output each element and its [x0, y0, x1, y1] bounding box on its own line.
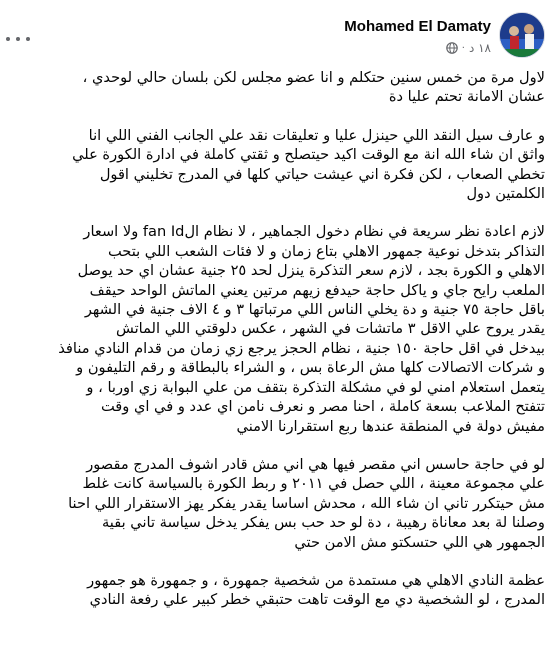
post-paragraph: عظمة النادي الاهلي هي مستمدة من شخصية جمهورة ، و جمهورة هو جمهور المدرج ، لو الشخصية دي مع الوقت تاهت حتبقي خطر كبير علي رفعة النادي — [87, 571, 545, 609]
more-dot — [26, 37, 30, 41]
post-paragraph: و عارف سيل النقد اللي حينزل عليا و تعليقات نقد علي الجانب الفني اللي انا واثق ان شاء الله انة مع الوقت اكيد حيتصلح و ثقتي كاملة في ادارة الكورة علي تخطي الصعاب ، لكن فكرة اني عيشت حياتي كلها في المدرج تخليني اقول الكلمتين دول — [72, 126, 545, 203]
post-paragraph: لاول مرة من خمس سنين حتكلم و انا عضو مجلس لكن بلسان حالي لوحدي ، عشان الامانة تحتم عليا دة — [82, 69, 545, 106]
profile-avatar[interactable] — [499, 12, 545, 58]
more-dot — [6, 37, 10, 41]
post-paragraph: لازم اعادة نظر سريعة في نظام دخول الجماهير ، لا نظام الfan Id ولا اسعار التذاكر بتدخل نوعية جمهور الاهلي بتاع زمان و لا فئات الشعب اللي بتحب الاهلي و الكورة بجد ، لازم سعر التذكرة ينزل لحد ٢٥ جنية عشان اي حد يوصل الملعب رايح جاي و ياكل حاجة حيدفع زيهم مرتين يعني الماتش الواحد حيقف باقل حاجة ٧٥ جنية و دة يخلي الناس اللي مرتباتها ٣ و ٤ الاف جنية في الشهر يقدر يروح علي الاقل ٣ ماتشات في الشهر ، عكس دلوقتي اللي الماتش بيدخل في اقل حاجة ١٥٠ جنية ، نظام الحجز يرجع زي زمان من قدام النادي منافذ و شركات الاتصالات كلها مش الرعاة بس ، و الشراء بالبطاقة و رقم التليفون و يتعمل استعلام امني لو في مشكلة التذكرة بتقف من علي البوابة زي اوربا ، و تتفتح الملاعب بسعة كاملة ، احنا مصر و نعرف نامن اي عدد و في اي وقت مفيش دولة في المنطقة عندها ربع استقرارنا الامني — [58, 223, 545, 435]
post-header — [0, 12, 545, 60]
more-dot — [16, 37, 20, 41]
more-options-icon[interactable] — [6, 34, 30, 44]
post-body — [12, 68, 545, 629]
author-name[interactable]: Mohamed El Damaty — [344, 18, 491, 35]
avatar-image — [500, 13, 544, 57]
post-paragraph: لو في حاجة حاسس اني مقصر فيها هي اني مش قادر اشوف المدرج مقصور علي مجموعة معينة ، اللي حصل في ٢٠١١ و ربط الكورة بالسياسة كانت غلط مش حيتكرر تاني ان شاء الله ، محدش اساسا يقدر يفكر يهز الاستقرار اللي احنا وصلنا لة بعد معاناة رهيبة ، دة لو حد حب بس يفكر يدخل سياسة تاني بقية الجمهور هي اللي حتسكتو مش الامن حتي — [68, 455, 545, 551]
globe-icon[interactable] — [446, 42, 458, 54]
post-meta — [446, 40, 491, 56]
post-timestamp[interactable]: ١٨ د — [468, 41, 491, 55]
meta-separator: · — [461, 42, 465, 54]
